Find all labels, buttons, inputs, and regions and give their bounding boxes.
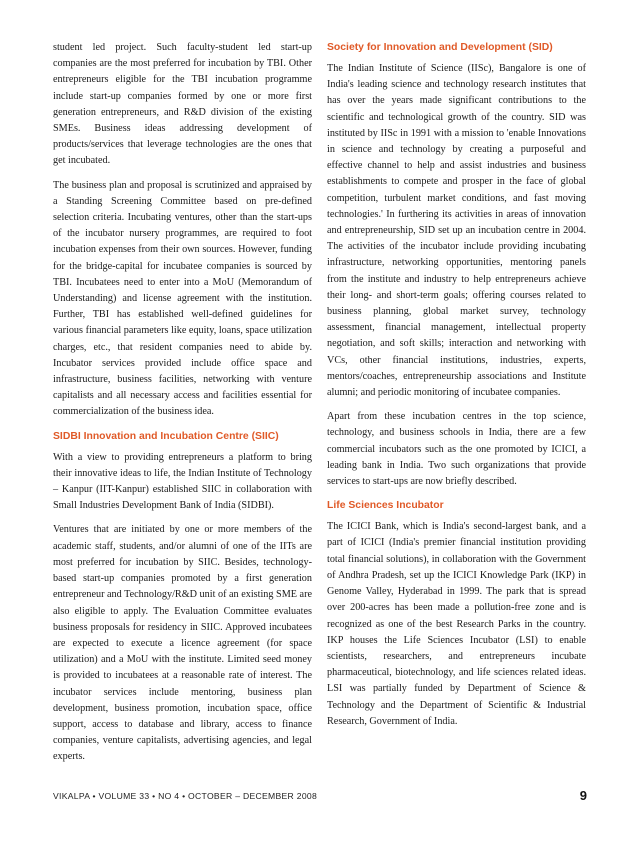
heading-siic: SIDBI Innovation and Incubation Centre (SIIC) bbox=[53, 430, 279, 442]
paragraph-siic-process: Ventures that are initiated by one or more members of the academic staff, students, and/or alumni of one of the IITs are most preferred for incubation by SIIC. Besides, technology-based start-up companies promoted by a first generation entrepreneur and Technology/R&D unit of an existing SME are also eligible to apply. The Evaluation Committee evaluates business proposals for residency in SIIC. Approved incubatees are expected to execute a licence agreement (for space utilization) and a MoU with the institute. Limited seed money is provided to incubatees at a reasonable rate of interest. The incubator services include mentoring, business plan development, business promotion, incubation space, office support, access to database and library, access to finance companies, venture capitalists, advertising agencies, and legal experts. bbox=[53, 524, 312, 763]
page-footer bbox=[53, 789, 587, 807]
paragraph-tbi-process: The business plan and proposal is scrutinized and appraised by a Standing Screening Committee based on pre-defined selection criteria. Incubating ventures, other than the start-ups of the incubator nursery programmes, are required to foot incubation expenses from their own sources. However, funding for the bridge-capital for incubatee companies is sourced by TBI. Incubatees need to enter into a MoU (Memorandum of Understanding) and license agreement with the institution. Further, TBI has established well-defined guidelines for various financial parameters like equity, loans, space utilization charges, etc., that resident companies need to abide by. Incubator services provided include office space and infrastructure, business facilities, networking with venture capitalists and all necessary access and facilities essential for commercialization of the business idea. bbox=[53, 179, 312, 418]
paragraph-sid: The Indian Institute of Science (IISc), Bangalore is one of India's leading science and technology research institutes that has over the years made significant contributions to the scientific and technological growth of the country. SID was instituted by IISc in 1991 with a mission to 'enable Innovations in science and technology by creating a purposeful and effective channel to help and assist industries and business establishments to compete and prosper in the face of global competition, turbulent market conditions, and fast moving technologies.' In furthering its activities in areas of innovation and entrepreneurship, SID set up an incubation centre in 2004. The activities of the incubator include providing incubating infrastructure, networking opportunities, mentoring panels from the institute and industry to help entrepreneurs achieve their long- and short-term goals; offering courses related to business planning, global market survey, technology assessment, financial management, intellectual property negotiation, and soft skills; interaction and networking with VCs, other financial institutions, industries, experts, mentors/coaches, entrepreneurship associations and Institute alumni; and periodic monitoring of incubatee companies. bbox=[327, 63, 586, 399]
heading-sid: Society for Innovation and Development (SID) bbox=[327, 42, 553, 53]
right-column bbox=[327, 40, 586, 738]
paragraph-tbi-eligibility: student led project. Such faculty-student led start-up companies are the most preferred for incubation by TBI. Other entrepreneurs eligible for the TBI incubation programme include start-up companies formed by one or more first generation entrepreneurs, and R&D division of the existing SMEs. Business ideas addressing development of products/services that leverage technologies are the ones that get incubated. bbox=[53, 42, 312, 167]
journal-info: VIKALPA • VOLUME 33 • NO 4 • OCTOBER – DECEMBER 2008 bbox=[53, 791, 318, 801]
left-column bbox=[53, 40, 312, 774]
paragraph-lsi: The ICICI Bank, which is India's second-largest bank, and a part of ICICI (India's premier financial institution providing total financial solutions), in collaboration with the Government of Andhra Pradesh, set up the ICICI Knowledge Park (IKP) in Genome Valley, Hyderabad in 1999. The park that is spread over 200-acres has been made a pollution-free zone and is recognized as one of the best Research Parks in the country. IKP houses the Life Sciences Incubator (LSI) to enable scientists, researchers, and entrepreneurs incubate pharmaceutical, biotechnology, and life sciences related ideas. LSI was partially funded by Department of Science & Technology and the Department of Scientific & Industrial Research, Government of India. bbox=[327, 521, 586, 727]
heading-lsi: Life Sciences Incubator bbox=[327, 500, 444, 512]
paragraph-commercial-incubators: Apart from these incubation centres in the top science, technology, and business schools in India, there are a few commercial incubators such as the one promoted by ICICI, a leading bank in India. Two such organizations that provide services to start-ups are now briefly described. bbox=[327, 411, 586, 488]
page-number: 9 bbox=[579, 788, 587, 803]
paragraph-siic-intro: With a view to providing entrepreneurs a platform to bring their innovative ideas to life, the Indian Institute of Technology – Kanpur (IIT-Kanpur) established SIIC in collaboration with Small Industries Development Bank of India (SIDBI). bbox=[53, 451, 312, 512]
